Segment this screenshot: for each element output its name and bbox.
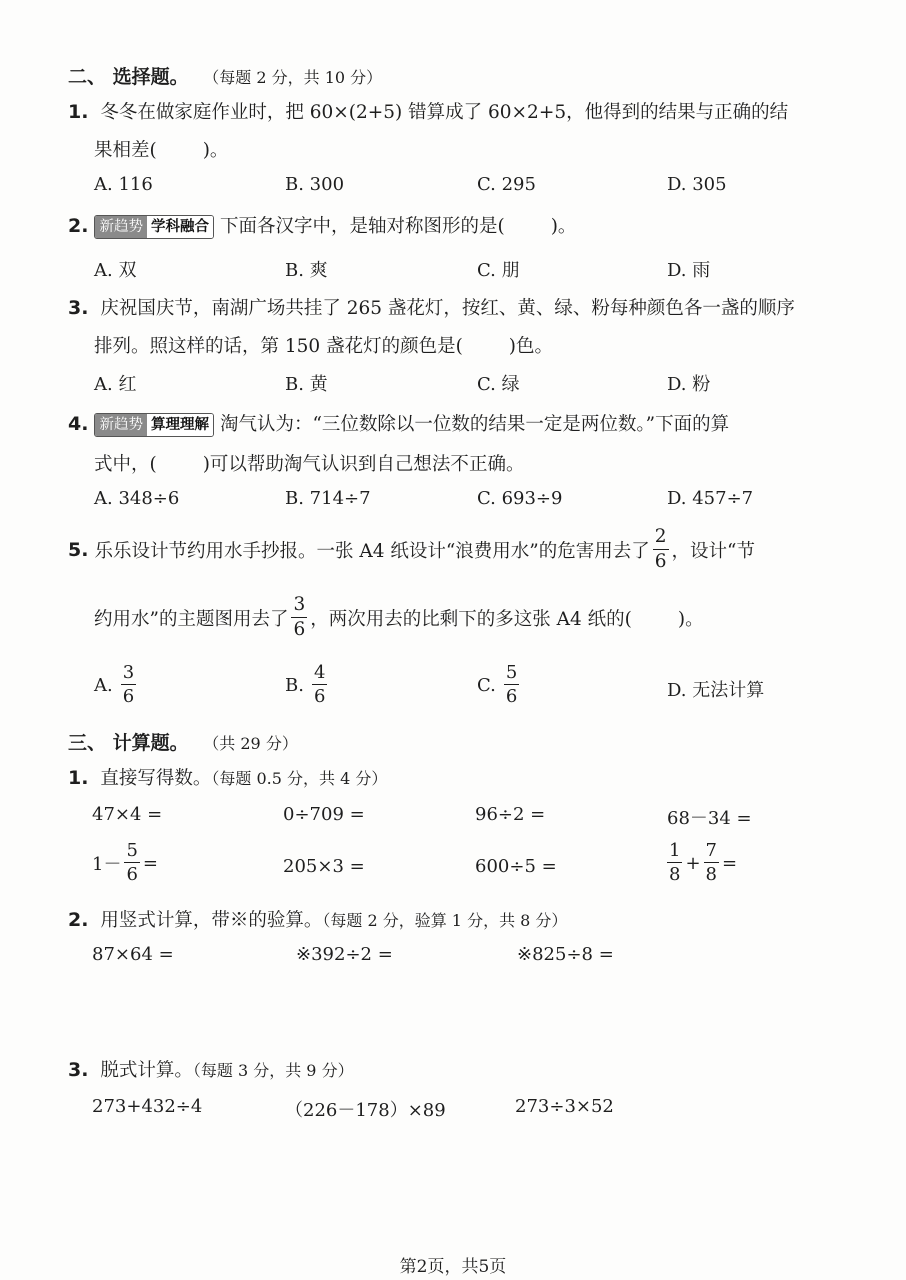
question-4-text-2b: )可以帮助淘气认识到自己想法不正确。 — [202, 454, 525, 475]
question-5-option-c[interactable] — [477, 664, 522, 706]
fraction-three-sixths — [291, 596, 307, 639]
expr-equals: = — [142, 852, 158, 874]
question-1-text-1: 冬冬在做家庭作业时，把 60×(2+5) 错算成了 60×2+5，他得到的结果与正确的结 — [100, 102, 789, 123]
question-5-line-2 — [94, 596, 704, 639]
question-3-option-c[interactable]: C. 绿 — [477, 374, 520, 395]
expr-plus: + — [685, 852, 701, 874]
question-5-text-2b: ，两次用去的比剩下的多这张 A4 纸的( — [310, 608, 632, 630]
fraction-denominator: 6 — [126, 864, 138, 885]
fraction-numerator: 2 — [653, 528, 669, 550]
fraction-denominator: 6 — [313, 686, 326, 707]
calc-1-item-5 — [92, 842, 158, 884]
calc-2-item-1: 87×64 = — [92, 944, 174, 965]
question-3-option-b[interactable]: B. 黄 — [285, 374, 328, 395]
question-5-text-1b: ，设计“节 — [671, 540, 756, 562]
calc-1-number: 1. — [68, 767, 89, 789]
calc-1-title: 直接写得数。 — [100, 768, 212, 789]
question-5-option-a[interactable] — [94, 664, 139, 706]
question-4-option-c[interactable]: C. 693÷9 — [477, 488, 563, 509]
trend-tag-label: 新趋势 — [95, 216, 147, 238]
calc-2-heading — [68, 906, 567, 932]
question-3-number: 3. — [68, 297, 89, 319]
calc-1-item-2: 0÷709 = — [283, 804, 365, 825]
question-1-line-1 — [68, 98, 788, 124]
section-3-title: 计算题。 — [112, 732, 189, 754]
option-fraction — [121, 664, 136, 706]
calc-2-title: 用竖式计算，带※的验算。 — [100, 910, 323, 931]
option-label: B. — [285, 674, 304, 696]
calc-3-note: （每题 3 分，共 9 分） — [192, 1061, 354, 1080]
calc-1-item-7: 600÷5 = — [475, 856, 557, 877]
question-5-option-d[interactable]: D. 无法计算 — [667, 680, 765, 701]
calc-2-note: （每题 2 分，验算 1 分，共 8 分） — [322, 911, 568, 930]
question-1-number: 1. — [68, 101, 89, 123]
calc-1-item-1: 47×4 = — [92, 804, 163, 825]
question-4-text-1: 淘气认为：“三位数除以一位数的结果一定是两位数。”下面的算 — [219, 414, 730, 435]
question-1-option-a[interactable]: A. 116 — [94, 174, 153, 195]
section-2-heading — [68, 62, 382, 89]
question-5-text-2c: )。 — [677, 608, 704, 630]
section-3-note: （共 29 分） — [203, 734, 298, 753]
section-2-title: 选择题。 — [112, 66, 189, 88]
calc-3-title: 脱式计算。 — [100, 1060, 193, 1081]
calc-3-number: 3. — [68, 1059, 89, 1081]
fraction-denominator: 6 — [293, 618, 306, 640]
question-3-text-1: 庆祝国庆节，南湖广场共挂了 265 盏花灯，按红、黄、绿、粉每种颜色各一盏的顺序 — [100, 298, 795, 319]
fraction-numerator: 3 — [122, 662, 135, 683]
trend-tag — [94, 413, 214, 437]
fraction-denominator: 6 — [122, 686, 135, 707]
option-fraction — [504, 664, 519, 706]
calc-1-note: （每题 0.5 分，共 4 分） — [211, 769, 388, 788]
expr-fraction — [667, 842, 682, 884]
fraction-numerator: 5 — [126, 840, 138, 861]
fraction-numerator: 3 — [291, 596, 307, 618]
question-3-line-2 — [94, 332, 553, 358]
question-4-text-2a: 式中，( — [94, 454, 157, 475]
calc-1-item-6: 205×3 = — [283, 856, 365, 877]
expr-prefix: 1－ — [92, 854, 122, 875]
question-2-option-a[interactable]: A. 双 — [94, 260, 137, 281]
fraction-denominator: 6 — [654, 550, 667, 572]
calc-2-item-2: ※392÷2 = — [296, 944, 393, 965]
question-2-text-b: )。 — [550, 216, 577, 237]
question-1-option-c[interactable]: C. 295 — [477, 174, 536, 195]
expr-fraction — [704, 842, 719, 884]
fraction-numerator: 7 — [705, 840, 717, 861]
question-4-line-2 — [94, 450, 524, 476]
section-2-note: （每题 2 分，共 10 分） — [203, 68, 383, 87]
question-3-text-2b: )色。 — [508, 336, 554, 357]
section-3-number: 三、 — [68, 732, 107, 754]
question-1-text-2a: 果相差( — [94, 140, 157, 161]
question-2-line — [68, 212, 576, 239]
calc-1-item-4: 68－34 = — [667, 808, 752, 829]
page-footer: 第2页，共5页 — [399, 1257, 507, 1277]
fraction-numerator: 1 — [669, 840, 681, 861]
calc-3-item-3: 273÷3×52 — [515, 1096, 614, 1117]
fraction-two-sixths — [653, 528, 669, 571]
question-2-number: 2. — [68, 215, 89, 237]
calc-2-number: 2. — [68, 909, 89, 931]
question-1-option-d[interactable]: D. 305 — [667, 174, 727, 195]
question-5-number: 5. — [68, 538, 89, 561]
fraction-denominator: 6 — [505, 686, 518, 707]
calc-1-heading — [68, 764, 387, 790]
fraction-numerator: 4 — [313, 662, 326, 683]
question-4-option-b[interactable]: B. 714÷7 — [285, 488, 371, 509]
question-3-option-a[interactable]: A. 红 — [94, 374, 137, 395]
question-1-line-2 — [94, 136, 228, 162]
question-5-option-b[interactable] — [285, 664, 330, 706]
fraction-denominator: 8 — [705, 864, 717, 885]
fraction-numerator: 5 — [505, 662, 518, 683]
calc-3-heading — [68, 1056, 354, 1082]
question-4-number: 4. — [68, 413, 89, 435]
question-3-text-2a: 排列。照这样的话，第 150 盏花灯的颜色是( — [94, 336, 463, 357]
question-1-text-2b: )。 — [202, 140, 229, 161]
subject-tag-label: 算理理解 — [147, 414, 213, 436]
question-5-text-2a: 约用水”的主题图用去了 — [94, 608, 289, 630]
trend-tag — [94, 215, 214, 239]
question-2-option-c[interactable]: C. 朋 — [477, 260, 520, 281]
calc-2-item-3: ※825÷8 = — [517, 944, 614, 965]
expr-equals: = — [722, 852, 738, 874]
question-3-line-1 — [68, 294, 795, 320]
section-3-heading — [68, 728, 298, 755]
fraction-denominator: 8 — [669, 864, 681, 885]
question-2-option-d[interactable]: D. 雨 — [667, 260, 711, 281]
question-1-option-b[interactable]: B. 300 — [285, 174, 345, 195]
calc-1-item-8 — [664, 842, 737, 884]
calc-3-item-2: （226－178）×89 — [285, 1100, 446, 1121]
option-fraction — [312, 664, 327, 706]
calc-3-item-1: 273+432÷4 — [92, 1096, 203, 1117]
question-2-option-b[interactable]: B. 爽 — [285, 260, 328, 281]
question-4-line-1 — [68, 410, 729, 437]
question-4-option-a[interactable]: A. 348÷6 — [94, 488, 180, 509]
option-label: A. — [94, 674, 113, 696]
trend-tag-label: 新趋势 — [95, 414, 147, 436]
calc-1-item-3: 96÷2 = — [475, 804, 546, 825]
option-label: C. — [477, 674, 496, 696]
expr-fraction — [124, 842, 139, 884]
question-5-line-1 — [68, 528, 755, 571]
section-2-number: 二、 — [68, 66, 107, 88]
question-2-text-a: 下面各汉字中，是轴对称图形的是( — [219, 216, 505, 237]
subject-tag-label: 学科融合 — [147, 216, 213, 238]
question-5-text-1a: 乐乐设计节约用水手抄报。一张 A4 纸设计“浪费用水”的危害用去了 — [94, 540, 650, 562]
question-3-option-d[interactable]: D. 粉 — [667, 374, 711, 395]
question-4-option-d[interactable]: D. 457÷7 — [667, 488, 754, 509]
